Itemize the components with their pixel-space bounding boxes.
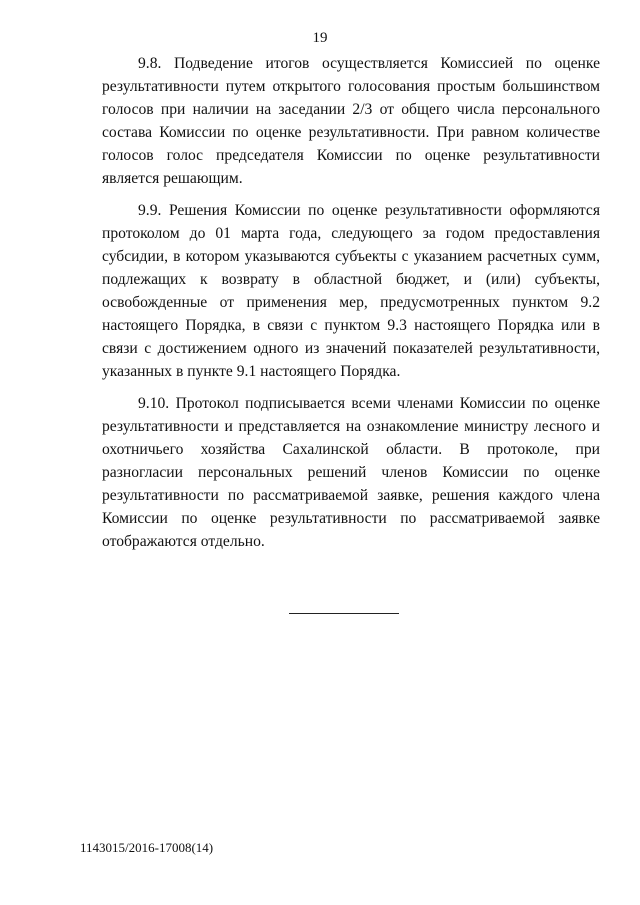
document-body <box>102 52 600 562</box>
document-code: 1143015/2016-17008(14) <box>80 840 214 855</box>
end-separator-line <box>289 613 399 614</box>
paragraph-9-10: 9.10. Протокол подписывается всеми членами Комиссии по оценке результативности и представляется на ознакомление министру лесного и охотничьего хозяйства Сахалинской области. В протоколе, при разногласии персональных решений членов Комиссии по оценке результативности по рассматриваемой заявке, решения каждого члена Комиссии по оценке результативности по рассматриваемой заявке отображаются отдельно. <box>102 395 600 550</box>
paragraph-9-9: 9.9. Решения Комиссии по оценке результативности оформляются протоколом до 01 марта года, следующего за годом предоставления субсидии, в котором указываются субъекты с указанием расчетных сумм, подлежащих к возврату в областной бюджет, и (или) субъекты, освобожденные от применения мер, предусмотренных пунктом 9.2 настоящего Порядка, в связи с пунктом 9.3 настоящего Порядка или в связи с достижением одного из значений показателей результативности, указанных в пункте 9.1 настоящего Порядка. <box>102 202 600 380</box>
paragraph-9-8: 9.8. Подведение итогов осуществляется Комиссией по оценке результативности путем открытого голосования простым большинством голосов при наличии на заседании 2/3 от общего числа персонального состава Комиссии по оценке результативности. При равном количестве голосов голос председателя Комиссии по оценке результативности является решающим. <box>102 55 600 187</box>
page-number: 19 <box>312 30 328 46</box>
